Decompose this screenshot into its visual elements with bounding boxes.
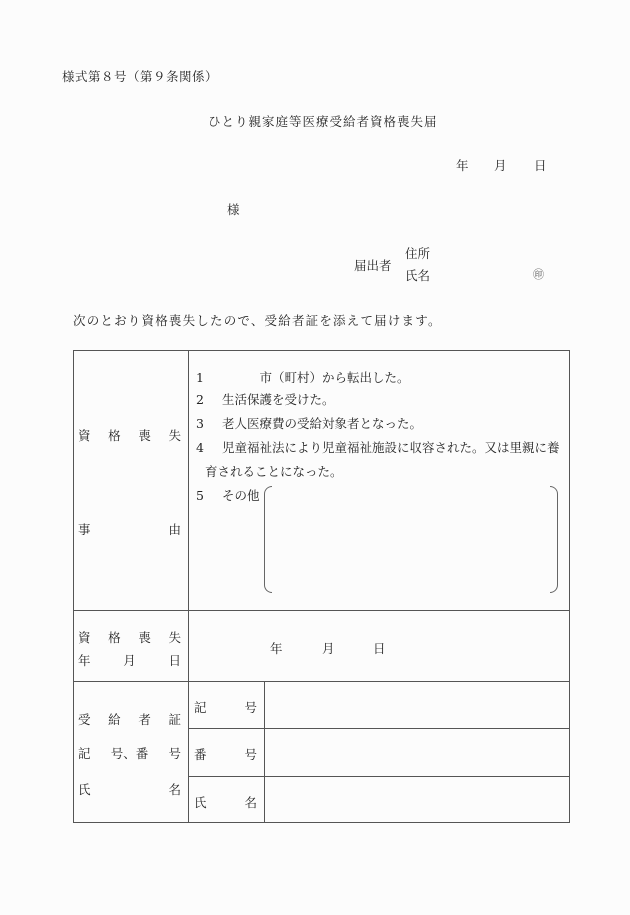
column-divider	[188, 350, 189, 823]
reason-option-2[interactable]: 2 生活保護を受けた。	[196, 392, 335, 407]
certificate-header-line1: 受 給 者 証	[78, 712, 181, 727]
addressee-suffix: 様	[227, 202, 240, 217]
number-label: 番 号	[194, 747, 257, 762]
reason-option-1[interactable]: 1 市（町村）から転出した。	[196, 370, 410, 385]
row-divider	[73, 681, 570, 682]
row-divider	[73, 610, 570, 611]
loss-date-header-line1: 資 格 喪 失	[78, 630, 181, 645]
year-label: 年	[456, 158, 469, 173]
loss-date-month[interactable]: 月	[322, 641, 335, 656]
certificate-header-line3: 氏 名	[78, 782, 181, 797]
symbol-label: 記 号	[194, 700, 257, 715]
reason-option-4[interactable]: 4 児童福祉法により児童福祉施設に収容された。又は里親に養	[196, 440, 560, 455]
other-reason-field[interactable]	[274, 490, 548, 588]
name-label: 氏名	[405, 268, 431, 283]
form-number: 様式第８号（第９条関係）	[62, 69, 219, 84]
loss-date-day[interactable]: 日	[373, 641, 386, 656]
row-divider	[188, 728, 570, 729]
row-divider	[188, 776, 570, 777]
loss-date-header-line2: 年 月 日	[78, 653, 181, 668]
reason-option-3[interactable]: 3 老人医療費の受給対象者となった。	[196, 416, 423, 431]
seal-icon: ㊞	[533, 268, 544, 281]
submission-date[interactable]	[456, 156, 556, 174]
day-label: 日	[534, 158, 547, 173]
reason-header-line1: 資 格 喪 失	[78, 428, 181, 443]
symbol-field[interactable]	[266, 683, 568, 727]
applicant-label: 届出者	[354, 258, 392, 273]
intro-text: 次のとおり資格喪失したので、受給者証を添えて届けます。	[73, 313, 442, 328]
reason-header-line2: 事 由	[78, 522, 181, 537]
reason-option-5[interactable]: 5 その他	[196, 488, 260, 503]
left-bracket	[264, 486, 272, 593]
sub-column-divider	[264, 681, 265, 823]
holder-name-label: 氏 名	[194, 795, 257, 810]
loss-date-year[interactable]: 年	[270, 641, 283, 656]
right-bracket	[550, 486, 558, 593]
form-title: ひとり親家庭等医療受給者資格喪失届	[208, 114, 438, 129]
number-field[interactable]	[266, 730, 568, 775]
month-label: 月	[494, 158, 507, 173]
address-label: 住所	[405, 246, 431, 261]
reason-option-4-continued: 育されることになった。	[205, 464, 343, 479]
holder-name-field[interactable]	[266, 778, 568, 822]
certificate-header-line2: 記 号、番 号	[78, 746, 181, 761]
